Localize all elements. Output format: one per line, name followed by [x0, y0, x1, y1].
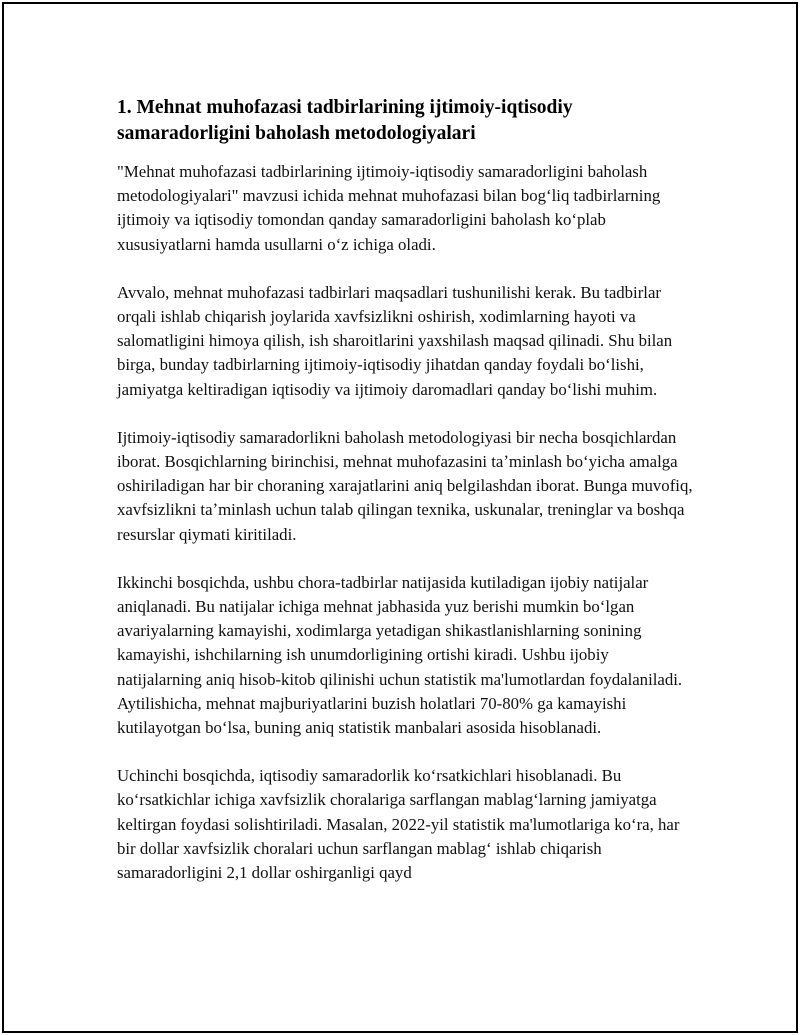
paragraph-intro: "Mehnat muhofazasi tadbirlarining ijtimoiy-iqtisodiy samaradorligini baholash metodologiyalari" mavzusi ichida mehnat muhofazasi bilan bogʻliq tadbirlarning ijtimoiy va iqtisodiy tomondan qanday samaradorligini baholash koʻplab xususiyatlarni hamda usullarni oʻz ichiga oladi. [117, 162, 661, 254]
paragraph-stage-three: Uchinchi bosqichda, iqtisodiy samaradorlik koʻrsatkichlari hisoblanadi. Bu koʻrsatkichlar ichiga xavfsizlik choralariga sarflangan mablagʻlarning jamiyatga keltirgan foydasi solishtiriladi. Masalan, 2022-yil statistik ma'lumotlariga koʻra, har bir dollar xavfsizlik choralari uchun sarflangan mablagʻ ishlab chiqarish samaradorligini 2,1 dollar oshirganligi qayd [117, 766, 680, 883]
document-body [117, 95, 697, 885]
paragraph-stage-two: Ikkinchi bosqichda, ushbu chora-tadbirlar natijasida kutiladigan ijobiy natijalar aniqlanadi. Bu natijalar ichiga mehnat jabhasida yuz berishi mumkin boʻlgan avariyalarning kamayishi, xodimlarga yetadigan shikastlanishlarning sonining kamayishi, ishchilarning ish unumdorligining ortishi kiradi. Ushbu ijobiy natijalarning aniq hisob-kitob qilinishi uchun statistik ma'lumotlardan foydalaniladi. Aytilishicha, mehnat majburiyatlarini buzish holatlari 70-80% ga kamayishi kutilayotgan boʻlsa, buning aniq statistik manbalari asosida hisoblanadi. [117, 572, 683, 738]
paragraph-goals: Avvalo, mehnat muhofazasi tadbirlari maqsadlari tushunilishi kerak. Bu tadbirlar orqali ishlab chiqarish joylarida xavfsizlikni oshirish, xodimlarning hayoti va salomatligini himoya qilish, ish sharoitlarini yaxshilash maqsad qilinadi. Shu bilan birga, bunday tadbirlarning ijtimoiy-iqtisodiy jihatdan qanday foydali boʻlishi, jamiyatga keltiradigan iqtisodiy va ijtimoiy daromadlari qanday boʻlishi muhim. [117, 282, 673, 399]
section-heading: 1. Mehnat muhofazasi tadbirlarining ijtimoiy-iqtisodiy samaradorligini baholash metodologiyalari [117, 97, 573, 144]
paragraph-stage-one: Ijtimoiy-iqtisodiy samaradorlikni baholash metodologiyasi bir necha bosqichlardan iborat. Bosqichlarning birinchisi, mehnat muhofazasini taʼminlash boʻyicha amalga oshiriladigan har bir choraning xarajatlarini aniq belgilashdan iborat. Bunga muvofiq, xavfsizlikni taʼminlash uchun talab qilingan texnika, uskunalar, treninglar va boshqa resurslar qiymati kiritiladi. [117, 427, 693, 544]
